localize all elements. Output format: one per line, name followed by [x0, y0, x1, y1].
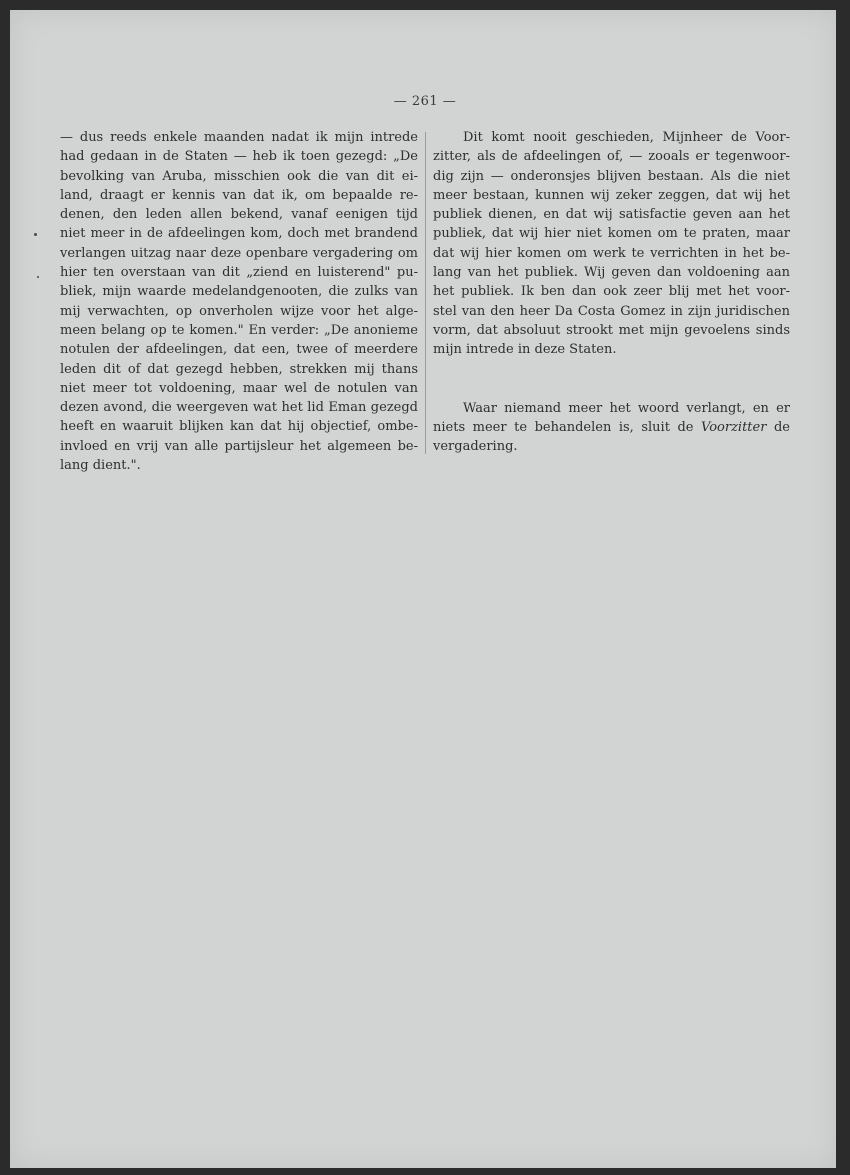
text-line: meen belang op te komen." En verder: „De anonieme: [60, 322, 418, 338]
text-line: Dit komt nooit geschieden, Mijnheer de Voor-: [463, 130, 790, 145]
text-line: dezen avond, die weergeven wat het lid Eman gezegd: [60, 400, 418, 416]
left-column: [60, 128, 418, 475]
text-line: zitter, als de afdeelingen of, — zooals er tegenwoor-: [433, 149, 790, 165]
text-line: vergadering.: [433, 439, 518, 455]
text-line: denen, den leden allen bekend, vanaf eenigen tijd: [60, 207, 418, 223]
text-line: publiek dienen, en dat wij satisfactie geven aan het: [433, 207, 790, 223]
text-line: lang dient.".: [60, 458, 141, 474]
text-line: lang van het publiek. Wij geven dan voldoening aan: [433, 265, 790, 281]
text-line: het publiek. Ik ben dan ook zeer blij met het voor-: [433, 284, 790, 300]
text-line: heeft en waaruit blijken kan dat hij objectief, ombe-: [60, 419, 418, 435]
text-line: niet meer tot voldoening, maar wel de notulen van: [60, 380, 418, 396]
text-line: dat wij hier komen om werk te verrichten in het be-: [433, 245, 790, 261]
text-line: [433, 418, 790, 437]
text-line: mij verwachten, op onverholen wijze voor het alge-: [60, 303, 418, 319]
text-line: land, draagt er kennis van dat ik, om bepaalde re-: [60, 187, 418, 203]
right-column: [433, 128, 790, 456]
text-line: bliek, mijn waarde medelandgenooten, die zulks van: [60, 284, 418, 300]
text-line: — dus reeds enkele maanden nadat ik mijn intrede: [60, 130, 418, 145]
text-line: invloed en vrij van alle partijsleur het algemeen be-: [60, 438, 418, 454]
text-line: mijn intrede in deze Staten.: [433, 342, 617, 358]
text-line: vorm, dat absoluut strookt met mijn gevoelens sinds: [433, 322, 790, 338]
text-line: stel van den heer Da Costa Gomez in zijn juridischen: [433, 303, 790, 319]
text-line: hier ten overstaan van dit „ziend en luisterend" pu-: [60, 265, 418, 281]
text-line: Waar niemand meer het woord verlangt, en er: [463, 400, 790, 416]
text-line: niet meer in de afdeelingen kom, doch met brandend: [60, 226, 418, 242]
paper-speck: [34, 233, 37, 236]
paper-speck: [37, 276, 39, 278]
text-line: leden dit of dat gezegd hebben, strekken mij thans: [60, 361, 418, 377]
page-number: — 261 —: [393, 94, 457, 109]
text-line: bevolking van Aruba, misschien ook die van dit ei-: [60, 168, 418, 184]
paragraph-gap: [433, 360, 790, 399]
text-line: publiek, dat wij hier niet komen om te praten, maar: [433, 226, 790, 242]
text-run: de: [766, 419, 791, 435]
text-run: niets meer te behandelen is, sluit de: [433, 419, 702, 435]
text-line: meer bestaan, kunnen wij zeker zeggen, dat wij het: [433, 187, 790, 203]
text-line: dig zijn — onderonsjes blijven bestaan. Als die niet: [433, 168, 790, 184]
column-divider: [425, 132, 426, 454]
text-line: notulen der afdeelingen, dat een, twee of meerdere: [60, 342, 418, 358]
text-line: had gedaan in de Staten — heb ik toen gezegd: „De: [60, 149, 418, 165]
voorzitter-emphasis: Voorzitter: [701, 419, 767, 435]
text-line: verlangen uitzag naar deze openbare vergadering om: [60, 245, 418, 261]
